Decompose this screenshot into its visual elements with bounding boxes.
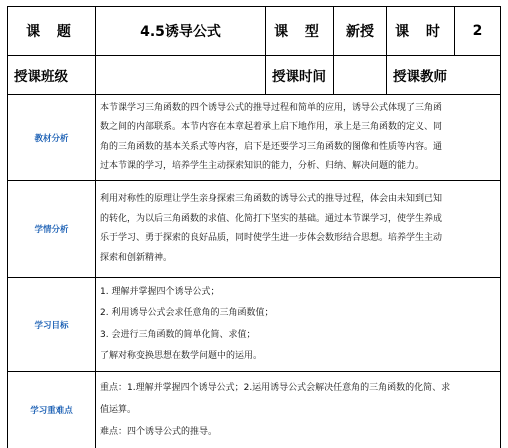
section-line: 探索和创新精神。 <box>100 252 173 263</box>
time-label: 授课时间 <box>266 56 334 95</box>
section-line: 了解对称变换思想在数学问题中的运用。 <box>100 351 263 361</box>
hours-label: 课 时 <box>387 7 455 56</box>
section-body <box>96 278 501 372</box>
section-row <box>8 372 501 448</box>
section-line: 2. 利用诱导公式会求任意角的三角函数值； <box>100 308 274 318</box>
section-line: 3. 会进行三角函数的简单化简、求值； <box>100 329 256 340</box>
section-line: 过本节课的学习，培养学生主动探索知识的能力，分析、归纳、解决问题的能力。 <box>100 161 425 171</box>
lesson-plan-document <box>7 6 500 448</box>
section-line: 数之间的内部联系。本节内容在本章起着承上启下地作用，承上是三角函数的定义、同 <box>100 122 443 132</box>
section-label: 教材分析 <box>8 95 96 181</box>
class-label: 授课班级 <box>8 56 96 95</box>
class-value[interactable] <box>96 56 266 95</box>
section-row <box>8 278 501 372</box>
section-body <box>96 372 501 448</box>
section-line: 值运算。 <box>100 404 137 415</box>
section-line: 本节课学习三角函数的四个诱导公式的推导过程和简单的应用，诱导公式体现了三角函 <box>100 102 443 113</box>
section-line: 角的三角函数的基本关系式等内容，启下是还要学习三角函数的图像和性质等内容。通 <box>100 141 443 152</box>
time-value[interactable] <box>334 56 387 95</box>
section-body <box>96 95 501 181</box>
section-label: 学习目标 <box>8 278 96 372</box>
hours-value: 2 <box>455 7 501 56</box>
section-body <box>96 181 501 278</box>
section-line: 难点：四个诱导公式的推导。 <box>100 426 218 437</box>
type-value: 新授 <box>334 7 387 56</box>
section-line: 乐于学习、勇于探索的良好品质，同时使学生进一步体会数形结合思想。培养学生主动 <box>100 233 443 243</box>
teacher-label: 授课教师 <box>387 56 501 95</box>
topic-label: 课 题 <box>8 7 96 56</box>
lesson-plan-table <box>7 6 501 448</box>
section-row <box>8 95 501 181</box>
section-row <box>8 181 501 278</box>
section-label: 学习重难点 <box>8 372 96 448</box>
section-line: 重点：1.理解并掌握四个诱导公式；2.运用诱导公式会解决任意角的三角函数的化简、求 <box>100 382 451 393</box>
section-line: 利用对称性的原理让学生亲身探索三角函数的诱导公式的推导过程，体会由未知到已知 <box>100 194 443 204</box>
meta-row <box>8 56 501 95</box>
type-label: 课 型 <box>266 7 334 56</box>
section-line: 1. 理解并掌握四个诱导公式； <box>100 286 220 297</box>
section-label: 学情分析 <box>8 181 96 278</box>
topic-value: 4.5诱导公式 <box>96 7 266 56</box>
header-row <box>8 7 501 56</box>
section-line: 的转化，为以后三角函数的求值、化简打下坚实的基础。通过本节课学习，使学生养成 <box>100 213 443 224</box>
